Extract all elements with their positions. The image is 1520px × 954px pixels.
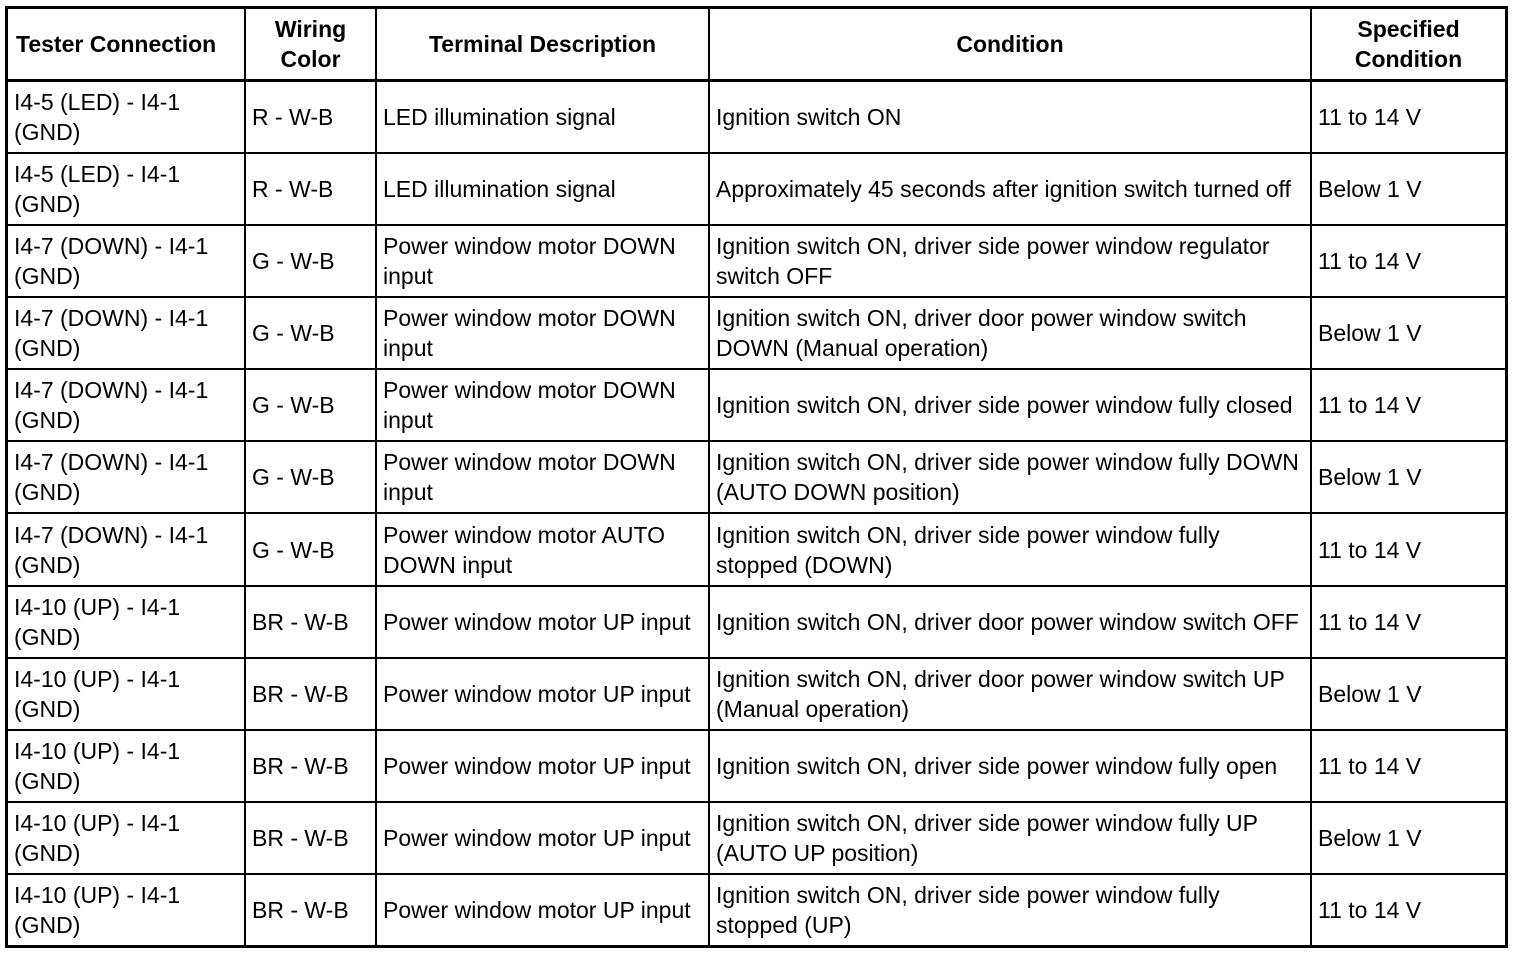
cell-wiring-color: G - W-B [245,441,376,513]
cell-terminal-description: Power window motor DOWN input [376,297,709,369]
cell-wiring-color: G - W-B [245,369,376,441]
cell-condition: Ignition switch ON, driver side power window regulator switch OFF [709,225,1311,297]
terminal-test-table [8,9,1505,945]
cell-wiring-color: G - W-B [245,225,376,297]
cell-wiring-color: R - W-B [245,81,376,154]
header-wiring-color: Wiring Color [245,9,376,81]
cell-terminal-description: LED illumination signal [376,81,709,154]
cell-condition: Ignition switch ON [709,81,1311,154]
cell-specified-condition: Below 1 V [1311,153,1505,225]
cell-wiring-color: G - W-B [245,297,376,369]
cell-terminal-description: LED illumination signal [376,153,709,225]
table-row [8,225,1505,297]
cell-tester-connection: I4-7 (DOWN) - I4-1 (GND) [8,369,245,441]
cell-specified-condition: 11 to 14 V [1311,225,1505,297]
table-row [8,730,1505,802]
cell-tester-connection: I4-5 (LED) - I4-1 (GND) [8,153,245,225]
cell-terminal-description: Power window motor DOWN input [376,441,709,513]
cell-wiring-color: BR - W-B [245,730,376,802]
cell-terminal-description: Power window motor UP input [376,874,709,945]
cell-terminal-description: Power window motor UP input [376,658,709,730]
cell-condition: Ignition switch ON, driver side power window fully stopped (DOWN) [709,513,1311,585]
cell-wiring-color: BR - W-B [245,802,376,874]
table-row [8,369,1505,441]
cell-terminal-description: Power window motor DOWN input [376,369,709,441]
cell-specified-condition: 11 to 14 V [1311,513,1505,585]
cell-tester-connection: I4-5 (LED) - I4-1 (GND) [8,81,245,154]
cell-terminal-description: Power window motor DOWN input [376,225,709,297]
cell-tester-connection: I4-10 (UP) - I4-1 (GND) [8,658,245,730]
table-row [8,586,1505,658]
cell-wiring-color: BR - W-B [245,658,376,730]
cell-terminal-description: Power window motor UP input [376,730,709,802]
cell-terminal-description: Power window motor UP input [376,586,709,658]
cell-wiring-color: BR - W-B [245,874,376,945]
cell-tester-connection: I4-7 (DOWN) - I4-1 (GND) [8,225,245,297]
cell-condition: Ignition switch ON, driver door power window switch DOWN (Manual operation) [709,297,1311,369]
cell-specified-condition: 11 to 14 V [1311,81,1505,154]
cell-condition: Ignition switch ON, driver side power window fully open [709,730,1311,802]
cell-specified-condition: Below 1 V [1311,658,1505,730]
cell-tester-connection: I4-10 (UP) - I4-1 (GND) [8,586,245,658]
cell-wiring-color: BR - W-B [245,586,376,658]
table-row [8,513,1505,585]
cell-terminal-description: Power window motor AUTO DOWN input [376,513,709,585]
cell-specified-condition: 11 to 14 V [1311,730,1505,802]
cell-condition: Ignition switch ON, driver side power window fully closed [709,369,1311,441]
table-row [8,658,1505,730]
table-row [8,81,1505,154]
table-row [8,874,1505,945]
table-row [8,297,1505,369]
cell-tester-connection: I4-7 (DOWN) - I4-1 (GND) [8,441,245,513]
cell-specified-condition: Below 1 V [1311,441,1505,513]
table-header-row [8,9,1505,81]
cell-tester-connection: I4-7 (DOWN) - I4-1 (GND) [8,513,245,585]
table-row [8,441,1505,513]
cell-specified-condition: 11 to 14 V [1311,874,1505,945]
header-condition: Condition [709,9,1311,81]
cell-specified-condition: Below 1 V [1311,802,1505,874]
cell-specified-condition: Below 1 V [1311,297,1505,369]
cell-tester-connection: I4-10 (UP) - I4-1 (GND) [8,730,245,802]
cell-condition: Ignition switch ON, driver side power window fully stopped (UP) [709,874,1311,945]
cell-condition: Ignition switch ON, driver side power window fully UP (AUTO UP position) [709,802,1311,874]
terminal-test-table-frame [5,6,1508,948]
cell-condition: Ignition switch ON, driver door power window switch UP (Manual operation) [709,658,1311,730]
cell-specified-condition: 11 to 14 V [1311,369,1505,441]
cell-wiring-color: G - W-B [245,513,376,585]
cell-terminal-description: Power window motor UP input [376,802,709,874]
cell-condition: Ignition switch ON, driver side power window fully DOWN (AUTO DOWN position) [709,441,1311,513]
header-tester-connection: Tester Connection [8,9,245,81]
cell-tester-connection: I4-10 (UP) - I4-1 (GND) [8,802,245,874]
cell-wiring-color: R - W-B [245,153,376,225]
cell-specified-condition: 11 to 14 V [1311,586,1505,658]
cell-condition: Ignition switch ON, driver door power window switch OFF [709,586,1311,658]
table-body [8,81,1505,946]
header-specified-condition: Specified Condition [1311,9,1505,81]
cell-tester-connection: I4-7 (DOWN) - I4-1 (GND) [8,297,245,369]
cell-condition: Approximately 45 seconds after ignition switch turned off [709,153,1311,225]
table-row [8,802,1505,874]
cell-tester-connection: I4-10 (UP) - I4-1 (GND) [8,874,245,945]
header-terminal-description: Terminal Description [376,9,709,81]
table-row [8,153,1505,225]
